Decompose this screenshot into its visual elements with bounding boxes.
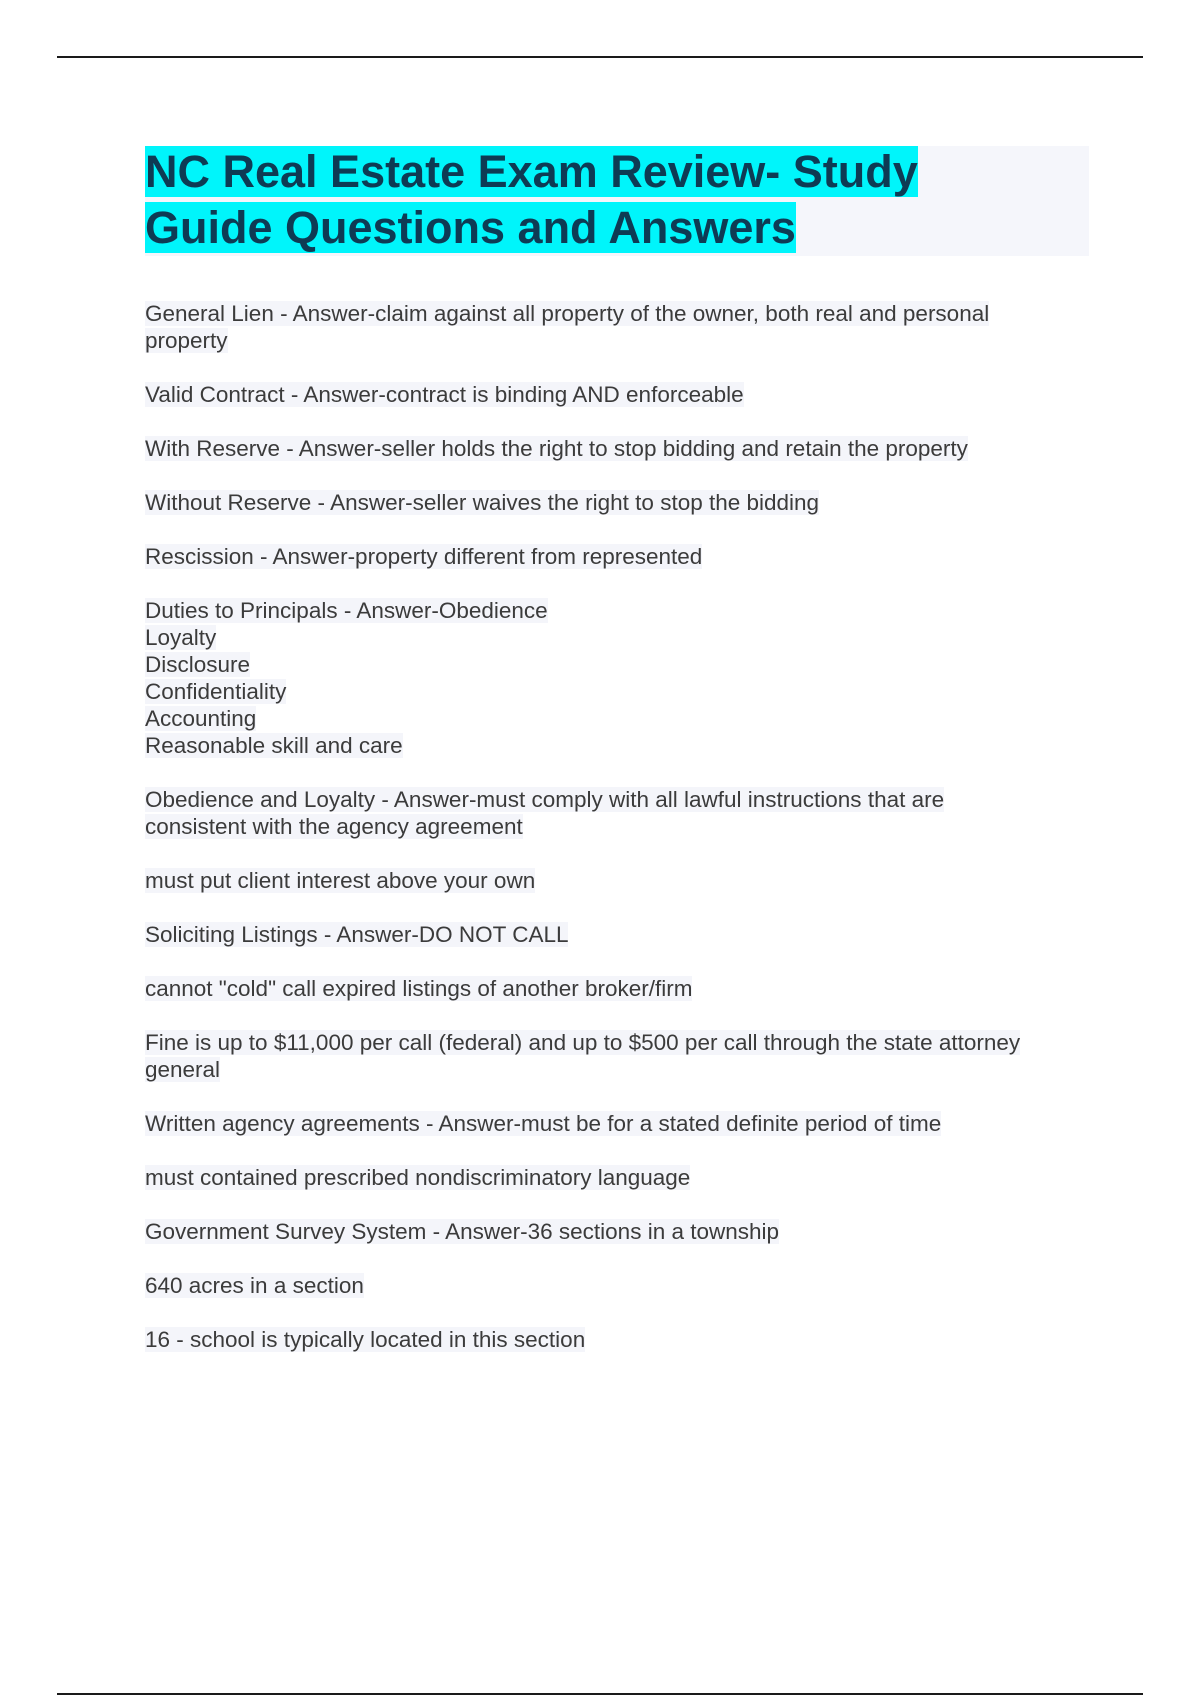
qa-entry-text: Without Reserve - Answer-seller waives the right to stop the bidding — [145, 490, 820, 515]
qa-entry — [145, 381, 1095, 408]
qa-entry-line — [145, 651, 1095, 678]
qa-entry-text: cannot "cold" call expired listings of another broker/firm — [145, 976, 693, 1001]
qa-entry-line — [145, 543, 1095, 570]
qa-entry-text: consistent with the agency agreement — [145, 814, 523, 839]
qa-entry-line — [145, 678, 1095, 705]
qa-entry-line — [145, 1164, 1095, 1191]
qa-entry — [145, 435, 1095, 462]
footer-rule — [57, 1693, 1143, 1695]
qa-entry-text: must contained prescribed nondiscriminatory language — [145, 1165, 691, 1190]
qa-entry — [145, 1164, 1095, 1191]
qa-entry-line — [145, 813, 1095, 840]
qa-entry-text: Obedience and Loyalty - Answer-must comply with all lawful instructions that are — [145, 787, 945, 812]
qa-entry-text: General Lien - Answer-claim against all property of the owner, both real and personal — [145, 301, 990, 326]
qa-entry-text: Soliciting Listings - Answer-DO NOT CALL — [145, 922, 569, 947]
qa-entry-line — [145, 1218, 1095, 1245]
qa-entry — [145, 489, 1095, 516]
qa-entry — [145, 300, 1095, 354]
qa-entry-line — [145, 867, 1095, 894]
qa-entry-text: Government Survey System - Answer-36 sections in a township — [145, 1219, 780, 1244]
qa-entry — [145, 975, 1095, 1002]
qa-entry-text: Reasonable skill and care — [145, 733, 403, 758]
qa-entry-line — [145, 1056, 1095, 1083]
qa-entry-line — [145, 381, 1095, 408]
qa-entry-text: Written agency agreements - Answer-must be for a stated definite period of time — [145, 1111, 942, 1136]
qa-entry — [145, 1029, 1095, 1083]
qa-entry — [145, 1326, 1095, 1353]
qa-entry-line — [145, 300, 1095, 327]
qa-entry-line — [145, 1110, 1095, 1137]
qa-entry-text: general — [145, 1057, 221, 1082]
qa-entry-text: must put client interest above your own — [145, 868, 536, 893]
qa-entry-line — [145, 921, 1095, 948]
qa-entry-line — [145, 435, 1095, 462]
qa-entry-line — [145, 975, 1095, 1002]
qa-entry-line — [145, 732, 1095, 759]
qa-entry — [145, 1272, 1095, 1299]
qa-entry — [145, 1110, 1095, 1137]
qa-entry-text: Valid Contract - Answer-contract is binding AND enforceable — [145, 382, 744, 407]
qa-entry-text: Rescission - Answer-property different from represented — [145, 544, 703, 569]
qa-entry-text: With Reserve - Answer-seller holds the right to stop bidding and retain the property — [145, 436, 968, 461]
qa-entry — [145, 921, 1095, 948]
qa-entry-text: Disclosure — [145, 652, 251, 677]
qa-entry — [145, 786, 1095, 840]
qa-entry-line — [145, 786, 1095, 813]
qa-entry-text: Duties to Principals - Answer-Obedience — [145, 598, 548, 623]
qa-entry-text: property — [145, 328, 228, 353]
qa-entry-line — [145, 597, 1095, 624]
qa-entry-line — [145, 624, 1095, 651]
header-rule — [57, 56, 1143, 58]
qa-entry — [145, 1218, 1095, 1245]
qa-entry — [145, 867, 1095, 894]
document-title — [145, 144, 1089, 256]
qa-entry-text: Fine is up to $11,000 per call (federal) and up to $500 per call through the state attorney — [145, 1030, 1021, 1055]
qa-entry-text: 640 acres in a section — [145, 1273, 364, 1298]
qa-entry-line — [145, 1272, 1095, 1299]
qa-list — [145, 300, 1095, 1380]
qa-entry-text: Loyalty — [145, 625, 217, 650]
qa-entry-text: 16 - school is typically located in this section — [145, 1327, 586, 1352]
title-line-2: Guide Questions and Answers — [145, 202, 796, 253]
qa-entry-text: Accounting — [145, 706, 257, 731]
title-line-1: NC Real Estate Exam Review- Study — [145, 146, 918, 197]
qa-entry-line — [145, 489, 1095, 516]
qa-entry-line — [145, 327, 1095, 354]
qa-entry-line — [145, 1326, 1095, 1353]
qa-entry — [145, 597, 1095, 759]
qa-entry-line — [145, 705, 1095, 732]
qa-entry — [145, 543, 1095, 570]
qa-entry-line — [145, 1029, 1095, 1056]
qa-entry-text: Confidentiality — [145, 679, 287, 704]
